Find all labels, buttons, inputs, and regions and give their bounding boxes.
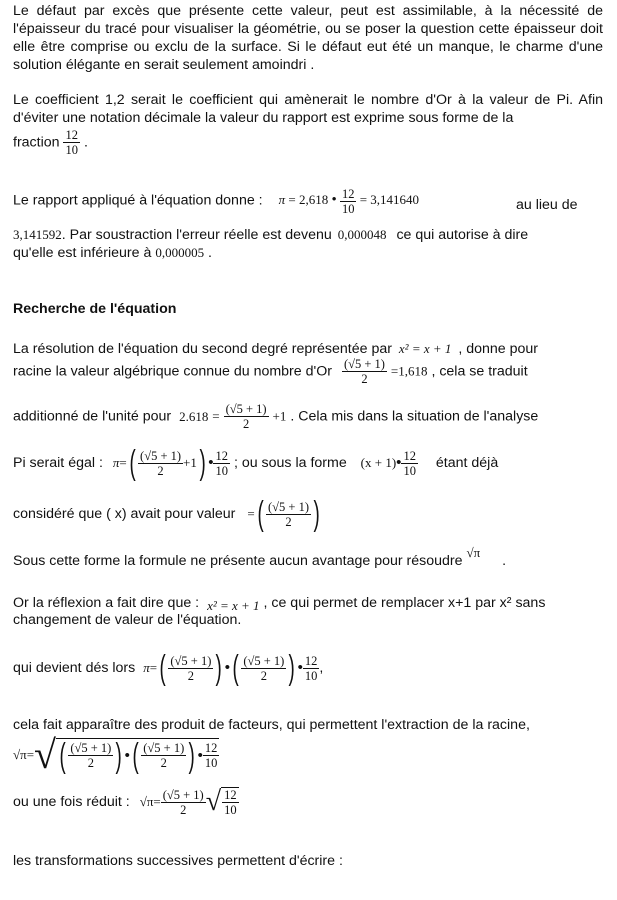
becomes-ratio-num: 12 <box>304 653 318 668</box>
fraction-12-10 <box>63 128 80 157</box>
golden-tail: , cela se traduit <box>431 363 528 380</box>
pi-ratio-den: 10 <box>215 463 228 478</box>
value-3141640: 3,141640 <box>370 192 420 208</box>
becomes-num-1: (√5 + 1) <box>170 653 212 668</box>
sqrt-product-line: √π=√ ( $\frac{(√5 + 1)}{2}$ ) •( $\frac{(√5 + 1)}{2}$ ) • $\frac{12}{10}$ <box>13 732 218 777</box>
sqrt-den-2: 2 <box>160 756 167 770</box>
pi-formula-text: Pi serait égal : <box>13 455 103 471</box>
fraction-word: fraction <box>13 134 60 151</box>
resolution-tail: , donne pour <box>458 341 539 357</box>
value-3141592: 3,141592 <box>13 227 62 242</box>
inferior-period: . <box>208 245 212 261</box>
considered-fraction <box>266 500 311 529</box>
becomes-line: qui devient dés lors π=( $\frac{(√5 + 1)}{2}$ ) •( $\frac{(√5 + 1)}{2}$ ) • $\frac{12}{10}$ , <box>13 649 324 687</box>
value-1618: 1,618 <box>398 363 428 379</box>
form-ratio-den: 10 <box>403 463 416 478</box>
becomes-fraction-2 <box>241 654 286 683</box>
pi-formula-line: Pi serait égal : π=( $\frac{(√5 + 1)}{2}$ +1) • $\frac{12}{10}$ ; ou sous la forme (x + 1)• $\frac{12}{10}$ étant déjà <box>13 444 499 482</box>
ratio-equation-line <box>13 187 603 216</box>
reduced-den: 2 <box>180 802 187 817</box>
ratio-numerator: 12 <box>341 187 355 201</box>
equals-sign-2: = <box>359 192 368 208</box>
becomes-comma: , <box>319 660 324 676</box>
becomes-ratio-den: 10 <box>304 668 318 683</box>
pi-form-text: ; ou sous la forme <box>233 455 347 471</box>
pi-ratio-num: 12 <box>215 448 228 463</box>
no-advantage-line <box>13 545 603 570</box>
ratio-denominator: 10 <box>341 202 355 216</box>
becomes-ratio <box>303 654 320 683</box>
pi-symbol: π <box>278 192 286 208</box>
fraction-denominator: 10 <box>65 143 78 157</box>
value-2618: 2,618 <box>298 192 329 208</box>
becomes-text: qui devient dés lors <box>13 660 136 676</box>
unity-denominator: 2 <box>242 417 250 431</box>
paragraph-coefficient: Le coefficient 1,2 serait le coefficient qui amènerait le nombre d'Or à la valeur de Pi. Afin d'éviter une notation décimale la valeur du rapport est exprime sous forme de la <box>13 92 603 126</box>
pi-symbol-2: π <box>112 455 120 470</box>
unity-text: additionné de l'unité pour <box>13 408 172 425</box>
equals-sign: = <box>288 192 296 208</box>
sqrt-ratio <box>203 741 220 770</box>
pi-plus-one: +1 <box>183 455 197 470</box>
sqrt-pi-3: √π <box>139 794 154 809</box>
unity-tail: . Cela mis dans la situation de l'analyse <box>290 408 539 425</box>
golden-root-line: racine la valeur algébrique connue du nombre d'Or $\frac{(√5 + 1)}{2}$ =1,618 , cela se traduit <box>13 357 528 386</box>
inferior-text: qu'elle est inférieure à <box>13 245 152 261</box>
golden-numerator: (√5 + 1) <box>343 357 385 371</box>
change-line: changement de valeur de l'équation. <box>13 612 242 628</box>
pi-numerator: (√5 + 1) <box>140 448 182 463</box>
pi-form-tail: étant déjà <box>435 455 499 471</box>
becomes-num-2: (√5 + 1) <box>243 653 285 668</box>
reduced-text: ou une fois réduit : <box>13 794 130 810</box>
reduced-line: ou une fois réduit : √π= $\frac{(√5 + 1)}{2}$ √ $\frac{12}{10}$ <box>13 786 237 817</box>
equation-x2: x² = x + 1 <box>398 341 452 356</box>
paragraph-default-excess: Le défaut par excès que présente cette valeur, peut est assimilable, à la nécessité de l'épaisseur du tracé pour visualiser la géométrie, ou se poser la question cette épaisseur doit elle être comprise ou exclu de la surface. Si le défaut eut été un manque, le charme d'une solution élégante en serait seulement amoindri . <box>13 3 603 73</box>
pi-ratio <box>213 449 230 478</box>
sqrt-pi: √π <box>466 545 481 560</box>
sqrt-ratio-num: 12 <box>204 741 218 755</box>
resolution-line <box>13 340 603 358</box>
fraction-numerator: 12 <box>65 128 78 142</box>
sqrt-pi-2: √π <box>13 747 27 762</box>
considered-line: considéré que ( x) avait pour valeur =( $\frac{(√5 + 1)}{2}$ ) <box>13 495 320 533</box>
golden-text: racine la valeur algébrique connue du nombre d'Or <box>13 363 332 380</box>
becomes-den-1: 2 <box>187 668 195 683</box>
x-plus-1: (x + 1) <box>360 455 397 470</box>
considered-denominator: 2 <box>285 514 292 529</box>
reflection-tail: , ce qui permet de remplacer x+1 par x² sans <box>263 595 546 611</box>
unity-line: additionné de l'unité pour 2.618 = $\frac{(√5 + 1)}{2}$ +1 . Cela mis dans la situation de l'analyse <box>13 402 539 431</box>
reflection-text: Or la réflexion a fait dire que : <box>13 595 200 611</box>
sqrt-fraction-2 <box>141 741 186 770</box>
sqrt-den-1: 2 <box>87 756 94 770</box>
considered-numerator: (√5 + 1) <box>268 499 310 514</box>
unity-fraction <box>224 402 269 431</box>
pi-denominator: 2 <box>157 463 164 478</box>
ratio-equation: π = 2,618 • $\frac{12}{10}$ = 3,141640 <box>278 187 420 216</box>
error-line <box>13 226 603 244</box>
sqrt-radicand: ( $\frac{(√5 + 1)}{2}$ ) •( $\frac{(√5 + 1)}{2}$ ) • $\frac{12}{10}$ <box>56 738 219 773</box>
unity-numerator: (√5 + 1) <box>225 402 267 416</box>
sqrt-fraction-1 <box>68 741 113 770</box>
final-line: les transformations successives permettent d'écrire : <box>13 853 343 869</box>
value-0000048: 0,000048 <box>337 227 387 242</box>
inferior-line <box>13 244 603 262</box>
reduced-num: (√5 + 1) <box>162 787 204 802</box>
pi-fraction <box>138 449 183 478</box>
form-ratio-num: 12 <box>403 448 416 463</box>
ratio-intro: Le rapport appliqué à l'équation donne : <box>13 192 263 209</box>
reduced-ratio-den: 10 <box>224 803 237 817</box>
sqrt-ratio-den: 10 <box>204 756 218 770</box>
au-lieu-de: au lieu de <box>516 197 578 213</box>
reflection-line <box>13 594 603 612</box>
value-0000005: 0,000005 <box>155 245 205 260</box>
sqrt-num-2: (√5 + 1) <box>143 741 185 755</box>
considered-text: considéré que ( x) avait pour valeur <box>13 506 236 522</box>
no-advantage-text: Sous cette forme la formule ne présente aucun avantage pour résoudre <box>13 553 463 569</box>
reduced-ratio-num: 12 <box>224 788 237 802</box>
factor-line: cela fait apparaître des produit de facteurs, qui permettent l'extraction de la racine, <box>13 717 530 733</box>
section-heading: Recherche de l'équation <box>13 301 177 317</box>
resolution-text: La résolution de l'équation du second degré représentée par <box>13 341 392 357</box>
reduced-fraction <box>161 788 206 817</box>
no-advantage-period: . <box>502 553 507 569</box>
reduced-sqrt-ratio <box>221 787 239 817</box>
ratio-fraction <box>340 187 357 216</box>
pi-symbol-3: π <box>143 660 150 675</box>
form-ratio <box>401 449 418 478</box>
sqrt-num-1: (√5 + 1) <box>70 741 112 755</box>
becomes-fraction-1 <box>168 654 213 683</box>
error-tail: ce qui autorise à dire <box>396 227 529 243</box>
golden-denominator: 2 <box>361 372 368 386</box>
error-text: . Par soustraction l'erreur réelle est devenu <box>61 227 332 243</box>
becomes-den-2: 2 <box>260 668 267 683</box>
plus-one: +1 <box>272 408 287 424</box>
value-2618-b: 2.618 <box>179 408 209 424</box>
equation-x2-b: x² = x + 1 <box>207 598 260 613</box>
fraction-period: . <box>83 134 88 151</box>
golden-fraction <box>342 357 387 386</box>
fraction-line <box>13 128 603 157</box>
